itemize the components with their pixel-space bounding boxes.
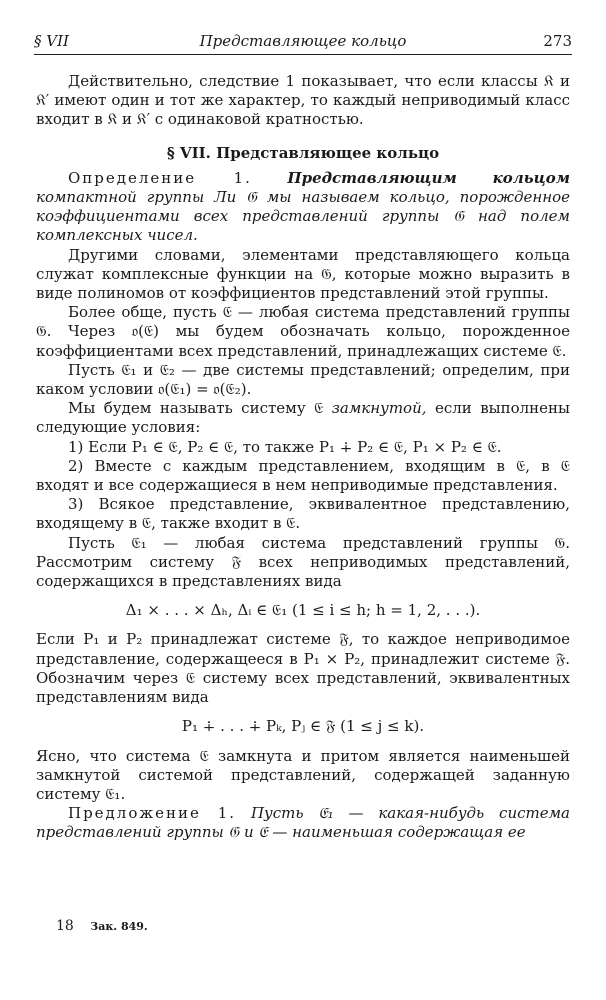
paragraph: Если P₁ и P₂ принадлежат системе 𝔉, то каждое неприводимое представление, содержащееся в P₁ × P₂, принадлежит системе 𝔉. Обозначим через 𝔈 систему всех представлений, эквивалентных представлениям вида [36, 630, 570, 707]
paragraph: Более обще, пусть 𝔈 — любая система представлений группы 𝔊. Через 𝔬(𝔈) мы будем обозначать кольцо, порожденное коэффициентами всех представлений, принадлежащих системе 𝔈. [36, 303, 570, 360]
section-title: § VII. Представляющее кольцо [166, 143, 440, 162]
paragraph [36, 399, 570, 437]
header-title: Представляющее кольцо [199, 32, 407, 50]
proposition [36, 804, 570, 842]
formula: Δ₁ × . . . × Δₕ, Δᵢ ∈ 𝔈₁ (1 ≤ i ≤ h; h = 1, 2, . . .). [125, 601, 481, 620]
paragraph: Пусть 𝔈₁ и 𝔈₂ — две системы представлений; определим, при каком условии 𝔬(𝔈₁) = 𝔬(𝔈₂). [36, 360, 570, 399]
definition-term: Представляющим кольцом [287, 168, 570, 187]
signature-number: 18 [56, 918, 74, 934]
header-section: § VII [34, 32, 69, 50]
condition-1: 1) Если P₁ ∈ 𝔈, P₂ ∈ 𝔈, то также P₁ ∔ P₂ ∈ 𝔈, P₁ × P₂ ∈ 𝔈. [68, 437, 502, 456]
definition-text: компактной группы Ли 𝔊 мы называем кольцо, порожденное коэффициентами всех представлений группы 𝔊 над полем комплексных чисел. [36, 188, 570, 245]
paragraph: Пусть 𝔈₁ — любая система представлений группы 𝔊. Рассмотрим систему 𝔉 всех неприводимых представлений, содержащихся в представлениях вида [36, 533, 570, 591]
definition-label: Определение 1. [68, 168, 252, 187]
page-number: 273 [543, 32, 572, 50]
condition-2: 2) Вместе с каждым представлением, входящим в 𝔈, в 𝔈 входят и все содержащиеся в нем неприводимые представления. [36, 456, 570, 495]
proposition-text: Пусть 𝔈₁ — какая-нибудь система представлений группы 𝔊 и 𝔈 — наименьшая содержащая ее [36, 804, 570, 842]
order-note: Зак. 849. [90, 920, 148, 933]
printer-footer [56, 918, 148, 934]
condition-3: 3) Всякое представление, эквивалентное представлению, входящему в 𝔈, также входит в 𝔈. [36, 495, 570, 533]
text-run: если выполнены следующие условия: [36, 399, 570, 437]
definition [36, 169, 570, 246]
paragraph: Ясно, что система 𝔈 замкнута и притом является наименьшей замкнутой системой представлений, содержащей заданную систему 𝔈₁. [36, 746, 570, 803]
page-body [36, 72, 570, 843]
proposition-label: Предложение 1. [68, 804, 237, 823]
paragraph: Другими словами, элементами представляющего кольца служат комплексные функции на 𝔊, которые можно выразить в виде полиномов от коэффициентов представлений этой группы. [36, 245, 570, 303]
formula: P₁ ∔ . . . ∔ Pₖ, Pⱼ ∈ 𝔉 (1 ≤ j ≤ k). [181, 717, 425, 736]
running-header [34, 30, 572, 55]
text-run: Мы будем называть систему 𝔈 [68, 399, 324, 418]
emphasis: замкнутой, [331, 399, 427, 418]
paragraph: Действительно, следствие 1 показывает, что если классы 𝔎 и 𝔎′ имеют один и тот же характер, то каждый неприводимый класс входит в 𝔎 и 𝔎′ с одинаковой кратностью. [36, 72, 570, 129]
